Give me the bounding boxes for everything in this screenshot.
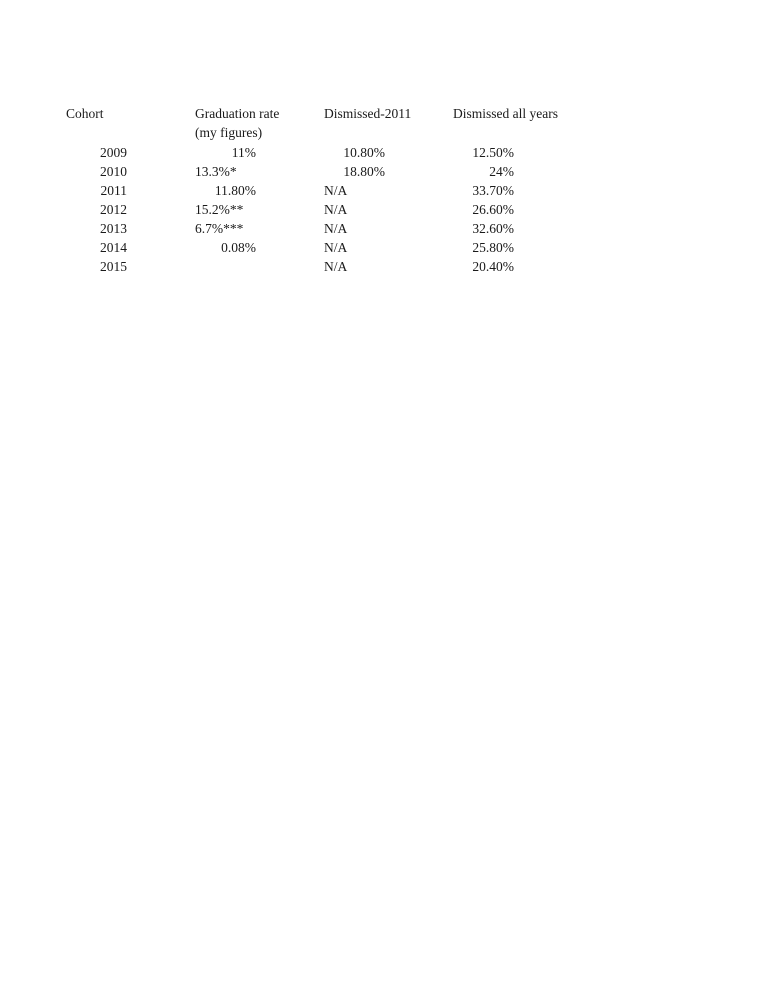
row-graduation-rate: 13.3%* xyxy=(195,164,237,179)
row-dismissed-all-years: 33.70% xyxy=(472,183,514,198)
header-cohort: Cohort xyxy=(66,106,104,121)
row-cohort: 2015 xyxy=(100,259,127,274)
row-dismissed-all-years: 32.60% xyxy=(472,221,514,236)
row-graduation-rate: 0.08% xyxy=(221,240,256,255)
row-dismissed-all-years: 24% xyxy=(489,164,514,179)
row-graduation-rate: 15.2%** xyxy=(195,202,244,217)
row-graduation-rate: 11% xyxy=(231,145,256,160)
row-dismissed-all-years: 20.40% xyxy=(472,259,514,274)
header-dismissed-2011: Dismissed-2011 xyxy=(324,106,412,121)
row-cohort: 2009 xyxy=(100,145,127,160)
row-dismissed-2011: N/A xyxy=(324,259,348,274)
row-cohort: 2010 xyxy=(100,164,127,179)
row-dismissed-2011: N/A xyxy=(324,183,348,198)
row-dismissed-all-years: 12.50% xyxy=(472,145,514,160)
row-dismissed-2011: N/A xyxy=(324,202,348,217)
header-graduation-rate-note: (my figures) xyxy=(195,125,263,140)
row-graduation-rate: 11.80% xyxy=(214,183,256,198)
header-graduation-rate: Graduation rate xyxy=(195,106,280,121)
row-cohort: 2013 xyxy=(100,221,127,236)
row-dismissed-all-years: 25.80% xyxy=(472,240,514,255)
header-dismissed-all-years: Dismissed all years xyxy=(453,106,558,121)
row-dismissed-all-years: 26.60% xyxy=(472,202,514,217)
row-dismissed-2011: 10.80% xyxy=(343,145,385,160)
row-dismissed-2011: 18.80% xyxy=(343,164,385,179)
row-graduation-rate: 6.7%*** xyxy=(195,221,244,236)
row-dismissed-2011: N/A xyxy=(324,240,348,255)
row-dismissed-2011: N/A xyxy=(324,221,348,236)
row-cohort: 2014 xyxy=(100,240,127,255)
row-cohort: 2011 xyxy=(100,183,127,198)
row-cohort: 2012 xyxy=(100,202,127,217)
